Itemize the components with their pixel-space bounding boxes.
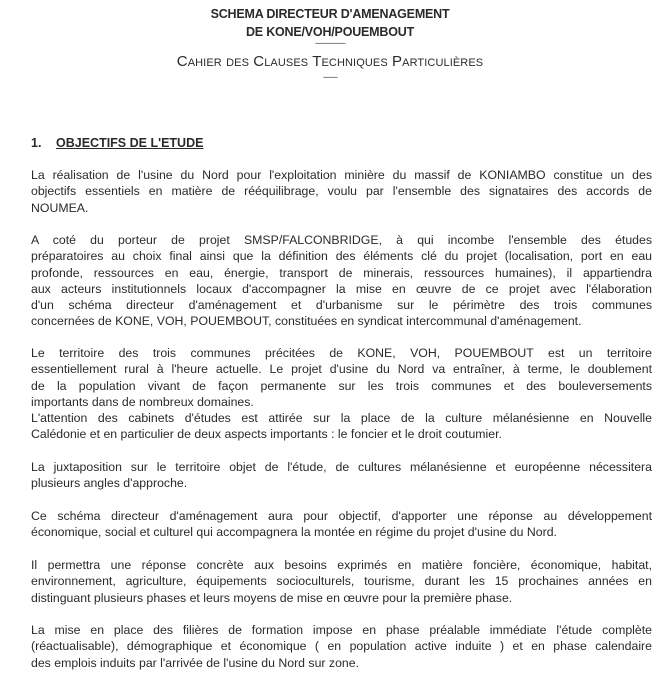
paragraph-line: essentiellement rural à l'heure actuelle. Le projet d'usine du Nord va entraîner, à terme, le doublement [31,362,652,377]
paragraph [31,410,652,443]
paragraph-line: Le territoire des trois communes précitées de KONE, VOH, POUEMBOUT est un territoire [31,346,652,360]
paragraph-line: objectifs essentiels en matière de rééquilibrage, voulu par l'ensemble des signataires des accords de [31,184,652,199]
paragraph-line: L'attention des cabinets d'études est attirée sur la place de la culture mélanésienne en Nouvelle [31,411,652,425]
paragraph [31,232,652,330]
paragraph-line: importants dans de nombreux domaines. [31,394,254,409]
paragraph-line: plusieurs angles d'approche. [31,476,188,491]
paragraph-line: environnement, agriculture, équipements socioculturels, tourisme, durant les 15 prochaines années en [31,574,652,589]
paragraph [31,459,652,492]
paragraph-line: Calédonie et en particulier de deux aspects importants : le foncier et le droit coutumier. [31,427,502,442]
section-number: 1. [31,136,42,150]
separator-2: ------- [323,72,337,82]
paragraph-line: distinguant plusieurs phases et leurs moyens de mise en œuvre pour la première phase. [31,590,513,605]
paragraph-line: La mise en place des filières de formation impose en phase préalable immédiate l'étude complète [31,623,652,637]
paragraph-line: Ce schéma directeur d'aménagement aura pour objectif, d'apporter une réponse au développement [31,509,652,523]
paragraph [31,622,652,671]
paragraph-line: (réactualisable), démographique et économique ( en population active induite ) et en phase calendaire [31,639,652,654]
paragraph [31,508,652,541]
paragraph-line: économique, social et culturel qui accompagnera la montée en régime du projet d'usine du Nord. [31,525,557,540]
document-subtitle: Cahier des Clauses Techniques Particulières [176,53,484,70]
separator-1: --------------- [315,38,345,48]
document-title-line-1: SCHEMA DIRECTEUR D'AMENAGEMENT [210,7,450,21]
paragraph-line: préparatoires au choix final ainsi que la définition des éléments clé du projet (localisation, port en eau [31,249,652,264]
paragraph-line: Il permettra une réponse concrète aux besoins exprimés en matière foncière, économique, habitat, [31,558,652,572]
paragraph-line: La réalisation de l'usine du Nord pour l'exploitation minière du massif de KONIAMBO constitue un des [31,168,652,182]
paragraph-line: A coté du porteur de projet SMSP/FALCONBRIDGE, à qui incombe l'ensemble des études [31,233,652,247]
paragraph-line: NOUMEA. [31,200,89,215]
section-heading [31,136,203,150]
paragraph-line: profonde, ressources en eau, énergie, transport de minerais, ressources humaines), il appartiendra [31,265,652,280]
paragraph-line: aux acteurs institutionnels locaux d'accompagner la mise en œuvre de ce projet avec l'élaboration [31,281,652,296]
paragraph-line: concernées de KONE, VOH, POUEMBOUT, constituées en syndicat intercommunal d'aménagement. [31,314,582,329]
paragraph-line: La juxtaposition sur le territoire objet de l'étude, de cultures mélanésienne et européenne nécessitera [31,460,652,474]
section-title: OBJECTIFS DE L'ETUDE [56,136,204,150]
document-title-line-2: DE KONE/VOH/POUEMBOUT [245,25,415,39]
paragraph-line: d'un schéma directeur d'aménagement et d'urbanisme sur le périmètre des trois communes [31,298,652,313]
paragraph [31,167,652,216]
paragraph [31,557,652,606]
paragraph-line: des emplois induits par l'arrivée de l'usine du Nord sur zone. [31,655,359,670]
paragraph [31,345,652,410]
paragraph-line: de la population vivant de façon permanente sur les trois communes et des bouleversements [31,378,652,393]
